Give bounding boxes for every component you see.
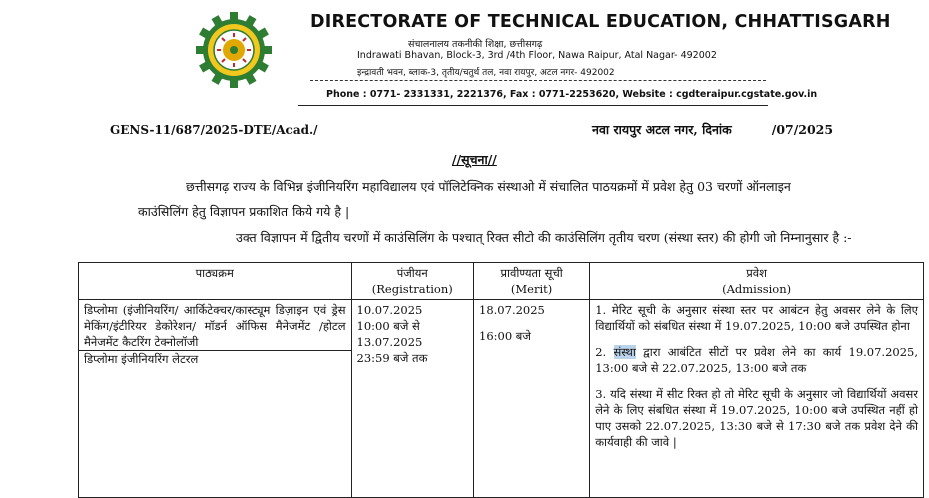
header-merit: प्रावीण्यता सूची (Merit) bbox=[474, 263, 590, 300]
course-diploma: डिप्लोमा (इंजीनियरिंग/ आर्किटेक्चर/कास्ट्यूम डिज़ाइन एवं ड्रेस मेकिंग/इंटीरियर डेकोरेशन/ मॉडर्न ऑफिस मैनेजमेंट /होटल मैनेजमेंट कैटरिंग टेक्नोलॉजी bbox=[84, 303, 346, 349]
header-registration: पंजीयन (Registration) bbox=[351, 263, 474, 300]
course-cell bbox=[79, 300, 352, 498]
contact-line: Phone : 0771- 2331331, 2221376, Fax : 0771-2253620, Website : cgdteraipur.cgstate.gov.in bbox=[326, 89, 818, 100]
header-course: पाठ्यक्रम bbox=[79, 263, 352, 300]
table-header-row bbox=[79, 263, 924, 300]
header-rule bbox=[298, 105, 768, 106]
notice-title: //सूचना// bbox=[452, 152, 497, 167]
paragraph-1-line-1: छत्तीसगढ़ राज्य के विभिन्न इंजीनियरिंग महाविद्यालय एवं पॉलिटेक्निक संस्थाओ में संचालित पाठयक्रमों में प्रवेश हेतु 03 चरणों ऑनलाइन bbox=[186, 179, 791, 194]
table-row bbox=[79, 300, 924, 498]
reference-number: GENS-11/687/2025-DTE/Acad./ bbox=[110, 123, 318, 137]
merit-cell: 18.07.2025 16:00 बजे bbox=[474, 300, 590, 498]
paragraph-2: उक्त विज्ञापन में द्वितीय चरणों में काउंसिलिंग के पश्चात् रिक्त सीटो की काउंसिलिंग तृतीय चरण (संस्था स्तर) की होगी जो निम्नानुसार है :- bbox=[236, 230, 852, 245]
place-date bbox=[592, 121, 833, 138]
header-dashed-divider bbox=[310, 80, 766, 81]
address-hindi: इन्द्रावती भवन, ब्लाक-3, तृतीय/चतुर्थ तल, नवा रायपुर, अटल नगर- 492002 bbox=[357, 68, 615, 78]
paragraph-1-line-2: काउंसिलिंग हेतु विज्ञापन प्रकाशित किये गये है | bbox=[138, 204, 350, 219]
admission-step-3: 3. यदि संस्था में सीट रिक्त हो तो मेरिट सूची के अनुसार जो विद्यार्थियों अवसर लेने के लिए संबधित संस्था में 19.07.2025, 10:00 बजे उपस्थित नहीं हो पाए उसको 22.07.2025, 13:30 बजे से 17:30 बजे तक प्रवेश देने की कार्यवाही की जावे | bbox=[595, 387, 918, 449]
highlighted-word: संस्था bbox=[613, 345, 636, 359]
directorate-title-hindi: संचालनालय तकनीकी शिक्षा, छत्तीसगढ़ bbox=[408, 39, 543, 50]
admission-step-1: 1. मेरिट सूची के अनुसार संस्था स्तर पर आबंटन हेतु अवसर लेने के लिए विद्यार्थियों को संबधित संस्था में 19.07.2025, 10:00 बजे उपस्थित होना bbox=[595, 303, 918, 333]
admission-step-2: 2. संस्था द्वारा आबंटित सीटों पर प्रवेश लेने का कार्य 19.07.2025, 13:00 बजे से 22.07.2025, 13:00 बजे तक bbox=[595, 345, 919, 375]
schedule-table bbox=[78, 262, 924, 498]
admission-cell bbox=[590, 300, 924, 498]
registration-cell: 10.07.2025 10:00 बजे से 13.07.2025 23:59 बजे तक bbox=[351, 300, 474, 498]
header-admission: प्रवेश (Admission) bbox=[590, 263, 924, 300]
dte-logo-emblem bbox=[196, 12, 272, 88]
letter-date: /07/2025 bbox=[771, 122, 834, 137]
course-diploma-lateral: डिप्लोमा इंजीनियरिंग लेटरल bbox=[79, 350, 351, 367]
address-english: Indrawati Bhavan, Block-3, 3rd /4th Floor, Nawa Raipur, Atal Nagar- 492002 bbox=[357, 50, 717, 61]
place-date-label: नवा रायपुर अटल नगर, दिनांक bbox=[592, 122, 732, 137]
directorate-title: DIRECTORATE OF TECHNICAL EDUCATION, CHHATTISGARH bbox=[310, 12, 891, 32]
